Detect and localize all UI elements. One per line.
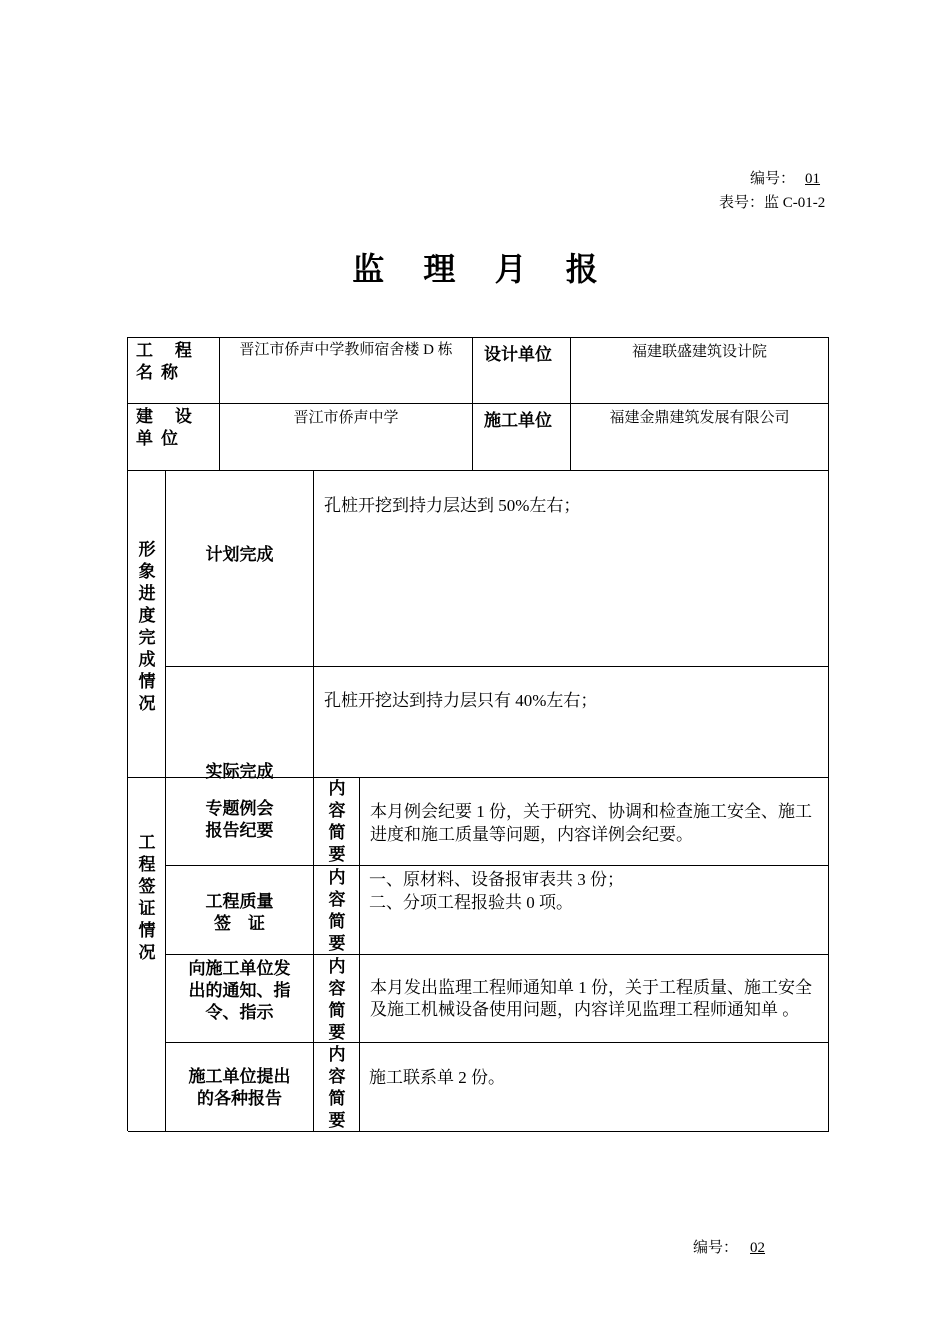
content-label-cell-1 <box>314 778 360 866</box>
contractor-label-cell <box>473 404 571 471</box>
contractor-reports-text-cell <box>360 1043 829 1132</box>
owner-value-cell <box>220 404 473 471</box>
content-label-1: 内容简要 <box>328 779 346 865</box>
content-label-cell-3 <box>314 955 360 1043</box>
content-label-3: 内容简要 <box>328 957 346 1043</box>
project-name-label: 工 程 名称 <box>136 341 200 383</box>
contractor-label: 施工单位 <box>484 411 552 431</box>
planned-label: 计划完成 <box>205 545 274 565</box>
content-label-2: 内容简要 <box>328 868 346 954</box>
design-unit-value-cell <box>571 338 829 404</box>
footer-number <box>693 1236 765 1257</box>
document-number-value: 01 <box>805 171 821 187</box>
actual-text-cell <box>314 667 829 778</box>
planned-text-cell <box>314 471 829 667</box>
quality-signoff-label-cell <box>166 866 314 955</box>
project-name-value: 晋江市侨声中学教师宿舍楼 D 栋 <box>239 342 453 358</box>
project-name-label-cell <box>128 338 220 404</box>
contractor-reports-label-line2: 的各种报告 <box>197 1089 282 1109</box>
notices-label-line2: 出的通知、指 <box>188 981 291 1001</box>
meeting-minutes-text-cell <box>360 778 829 866</box>
notices-text-cell <box>360 955 829 1043</box>
project-name-value-cell <box>220 338 473 404</box>
quality-signoff-text-cell <box>360 866 829 955</box>
quality-signoff-text-line2: 二、分项工程报验共 0 项。 <box>369 893 573 912</box>
document-number-label: 编号： <box>750 171 796 187</box>
footer-number-value: 02 <box>750 1240 766 1256</box>
form-number <box>719 191 825 212</box>
meeting-minutes-label-line1: 专题例会 <box>205 799 274 819</box>
actual-label: 实际完成 <box>205 762 274 782</box>
signoff-section-cell <box>128 778 166 1132</box>
form-number-label: 表号： <box>719 195 765 211</box>
contractor-value: 福建金鼎建筑发展有限公司 <box>609 410 790 426</box>
content-label-cell-2 <box>314 866 360 955</box>
meeting-minutes-text: 本月例会纪要 1 份，关于研究、协调和检查施工安全、施工进度和施工质量等问题，内容详例会纪要。 <box>370 802 812 844</box>
form-number-value: 监 C-01-2 <box>764 195 826 211</box>
contractor-value-cell <box>571 404 829 471</box>
notices-label-line3: 令、指示 <box>205 1003 274 1023</box>
meeting-minutes-label-cell <box>166 778 314 866</box>
signoff-section-label: 工程签证情况 <box>138 833 156 963</box>
meeting-minutes-label-line2: 报告纪要 <box>205 821 274 841</box>
design-unit-value: 福建联盛建筑设计院 <box>631 344 767 360</box>
contractor-reports-label-cell <box>166 1043 314 1132</box>
content-label-4: 内容简要 <box>328 1045 346 1131</box>
progress-section-cell <box>128 471 166 778</box>
owner-label: 建 设 单位 <box>136 407 200 449</box>
notices-label-line1: 向施工单位发 <box>188 959 291 979</box>
quality-signoff-label-line2: 签 证 <box>214 914 265 934</box>
contractor-reports-label-line1: 施工单位提出 <box>188 1067 291 1087</box>
owner-label-cell <box>128 404 220 471</box>
page-title: 监 理 月 报 <box>352 250 612 288</box>
content-label-cell-4 <box>314 1043 360 1132</box>
planned-label-cell <box>166 471 314 667</box>
quality-signoff-label-line1: 工程质量 <box>205 892 274 912</box>
owner-value: 晋江市侨声中学 <box>293 410 399 426</box>
design-unit-label-cell <box>473 338 571 404</box>
notices-text: 本月发出监理工程师通知单 1 份，关于工程质量、施工安全及施工机械设备使用问题，内容详见监理工程师通知单 。 <box>370 978 812 1019</box>
footer-number-label: 编号： <box>693 1240 739 1256</box>
actual-label-cell <box>166 667 314 782</box>
document-number <box>750 167 820 188</box>
report-table <box>127 337 829 1131</box>
design-unit-label: 设计单位 <box>484 345 552 365</box>
progress-section-label: 形象进度完成情况 <box>138 540 156 714</box>
quality-signoff-text-line1: 一、原材料、设备报审表共 3 份； <box>369 870 624 889</box>
contractor-reports-text: 施工联系单 2 份。 <box>369 1068 505 1087</box>
planned-text: 孔桩开挖到持力层达到 50%左右； <box>324 496 581 515</box>
actual-text: 孔桩开挖达到持力层只有 40%左右； <box>324 691 598 710</box>
notices-label-cell <box>166 955 314 1043</box>
